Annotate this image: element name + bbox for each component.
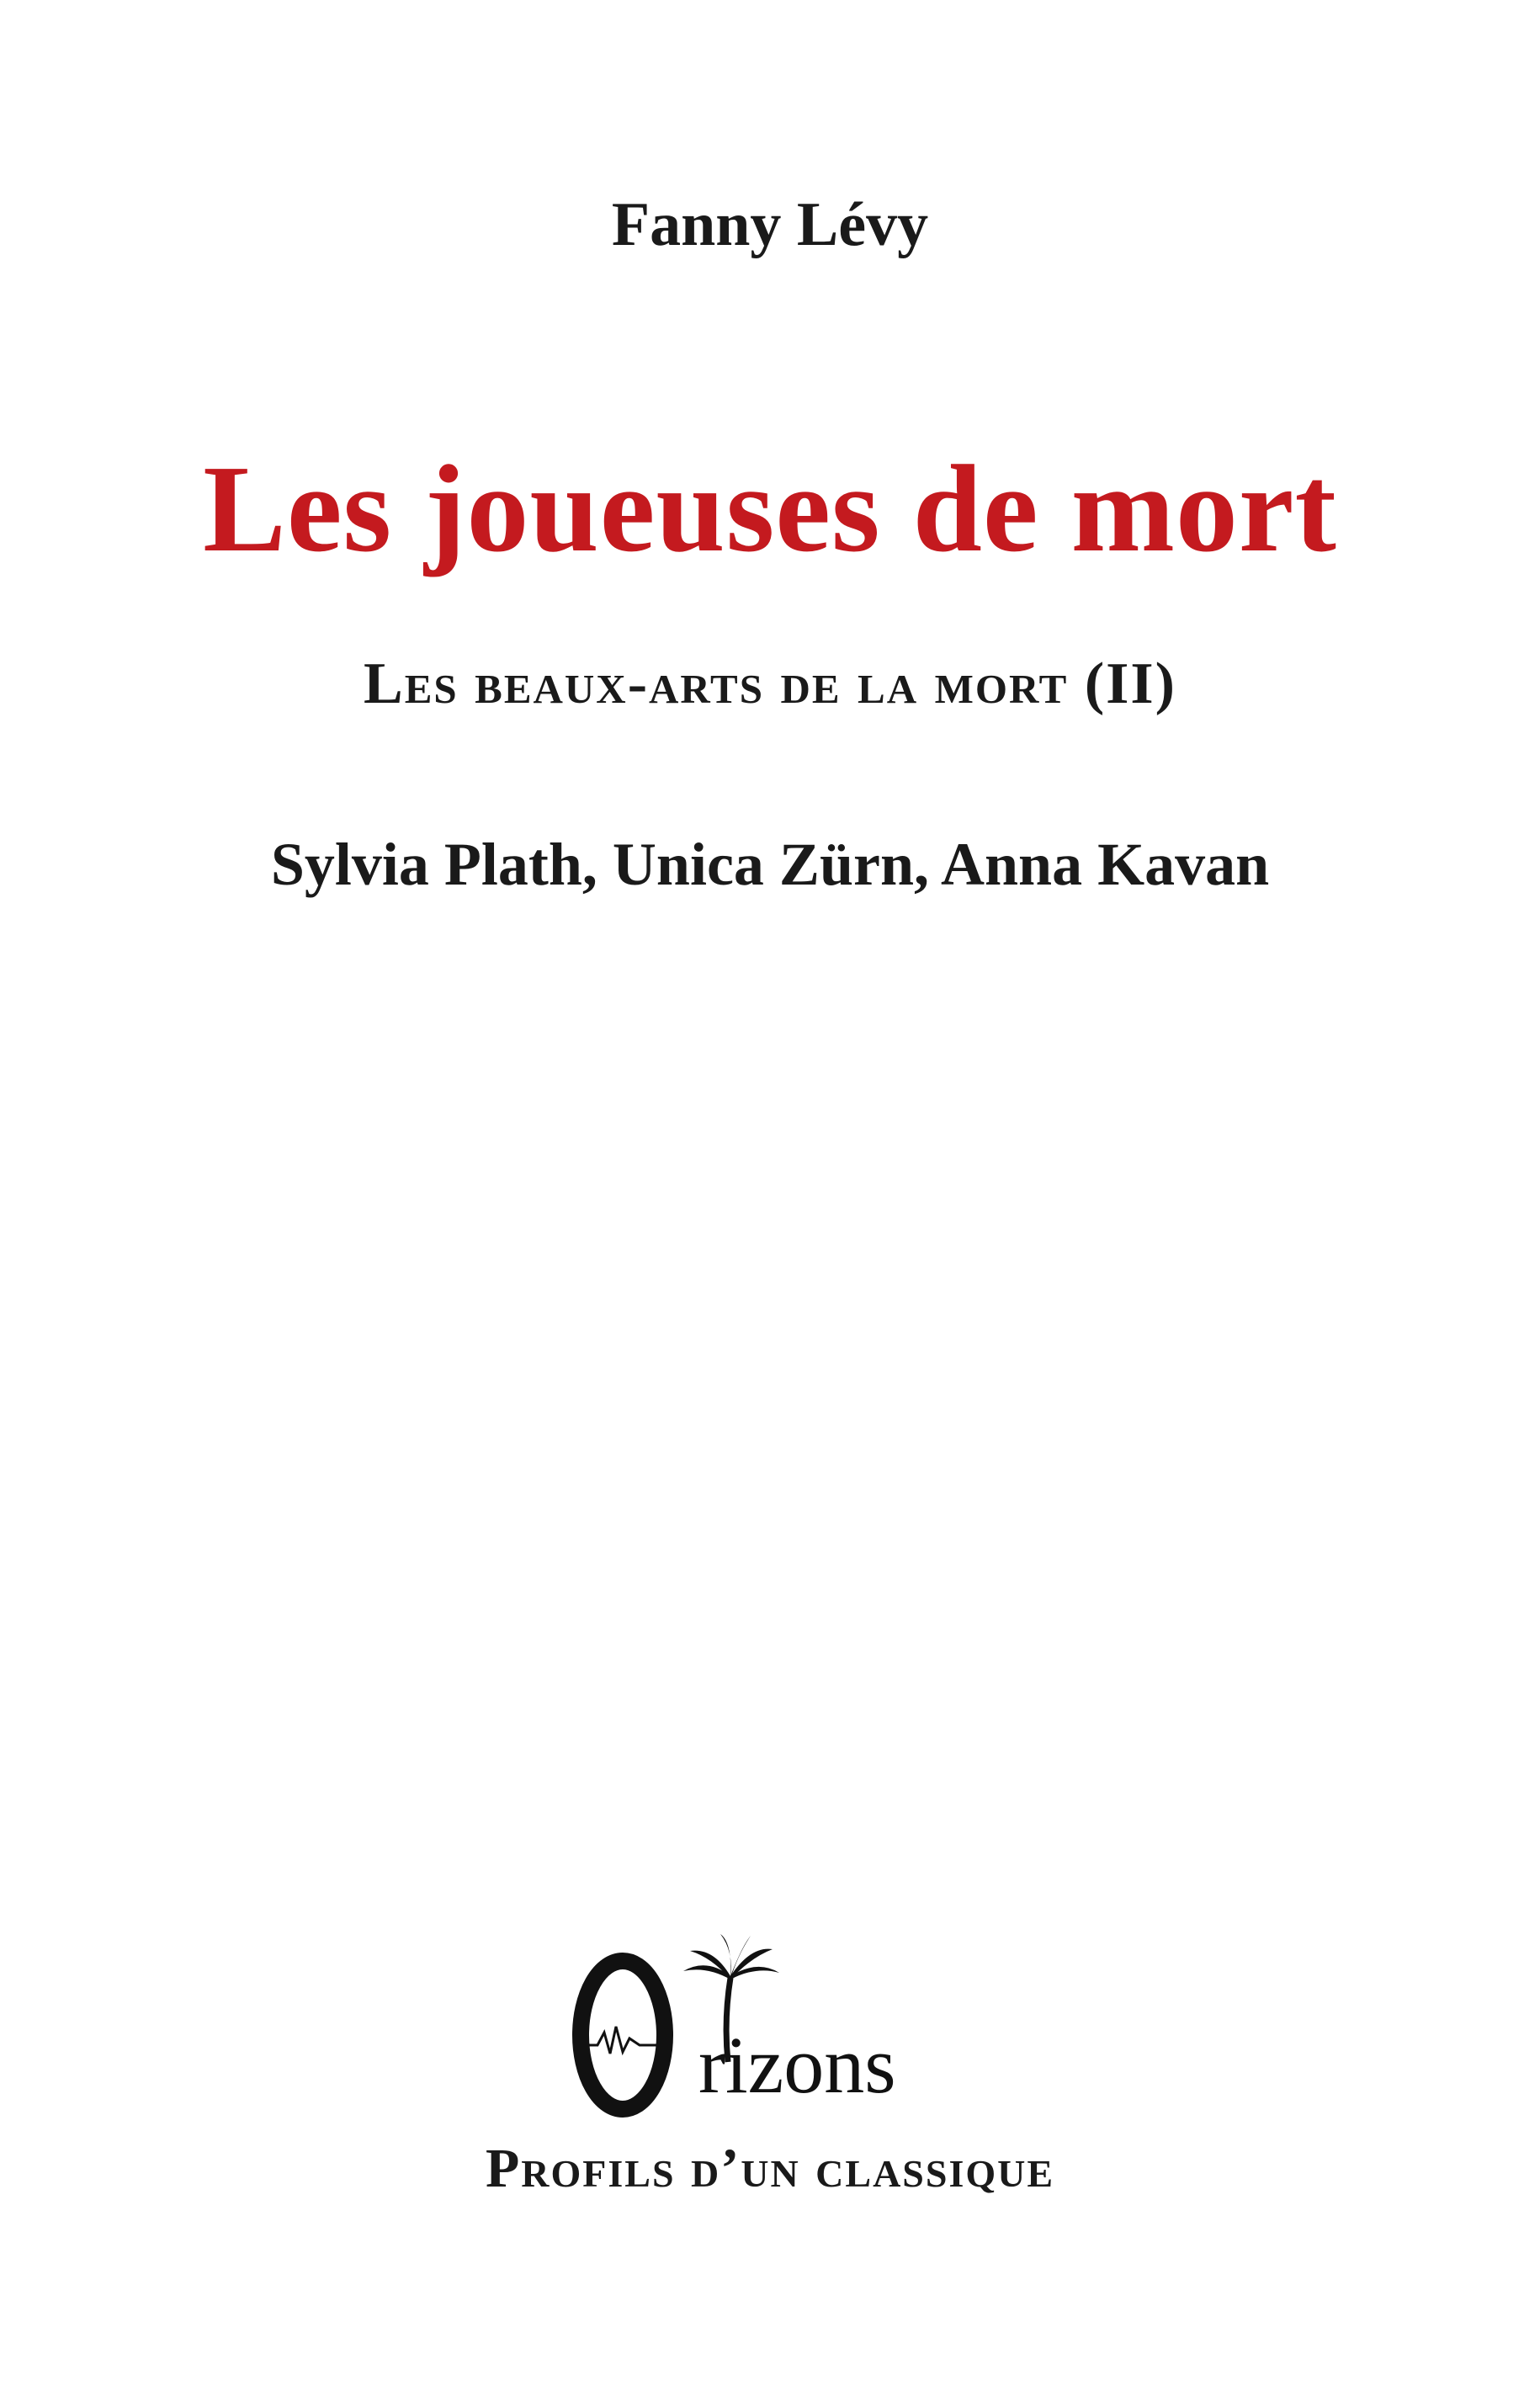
book-title: Les joueuses de mort	[203, 440, 1337, 578]
collection-name: Profils d’un classique	[485, 2138, 1055, 2199]
orizons-logo-icon	[564, 1927, 968, 2129]
featured-authors: Sylvia Plath, Unica Zürn, Anna Kavan	[270, 831, 1270, 898]
logo-rizons-text: rizons	[698, 2020, 896, 2110]
palm-fronds-icon	[683, 1934, 779, 1979]
book-subtitle: Les beaux-arts de la mort (II)	[364, 651, 1176, 716]
author-name: Fanny Lévy	[611, 190, 929, 259]
logo-o-letter	[581, 1961, 665, 2109]
publisher-logo	[564, 1927, 968, 2129]
